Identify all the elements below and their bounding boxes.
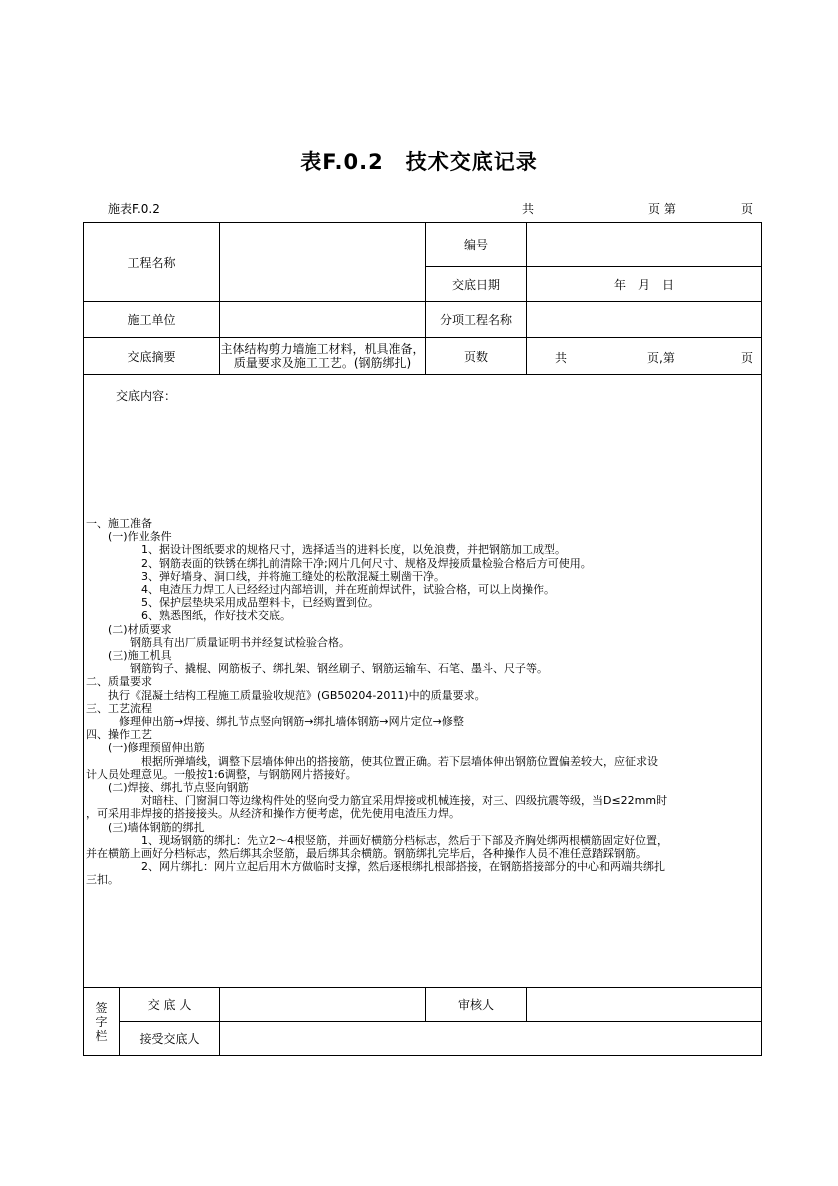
receiver-label: 接受交底人 xyxy=(120,1022,220,1056)
content-line: 5、保护层垫块采用成品塑料卡，已经购置到位。 xyxy=(86,596,379,610)
content-line: 计人员处理意见。一般按1:6调整，与钢筋网片搭接好。 xyxy=(86,767,357,781)
total-pages-label: 共 xyxy=(522,202,535,216)
content-line: 执行《混凝土结构工程施工质量验收规范》(GB50204-2011)中的质量要求。 xyxy=(86,688,486,702)
content-line: (三)施工机具 xyxy=(86,649,172,663)
project-name-label: 工程名称 xyxy=(84,223,220,302)
construction-unit-label: 施工单位 xyxy=(84,302,220,338)
presenter-field[interactable] xyxy=(220,988,426,1022)
content-line: 2、网片绑扎：网片立起后用木方做临时支撑，然后逐根绑扎根部搭接，在钢筋搭接部分的中心和两端共绑扎 xyxy=(86,860,665,874)
content-line: (一)修理预留伸出筋 xyxy=(86,741,205,755)
content-line: 1、据设计图纸要求的规格尺寸，选择适当的进料长度，以免浪费，并把钢筋加工成型。 xyxy=(86,543,566,557)
pages-total-label: 共 xyxy=(555,351,568,365)
content-line: (一)作业条件 xyxy=(86,530,172,544)
number-field[interactable] xyxy=(527,223,762,267)
summary-line-1: 主体结构剪力墙施工材料，机具准备， xyxy=(220,342,425,356)
content-line: ，可采用非焊接的搭接接头。从经济和操作方便考虑，优先使用电渣压力焊。 xyxy=(86,807,460,821)
pages-end-label: 页 xyxy=(741,351,754,365)
content-body xyxy=(86,517,758,887)
reviewer-field[interactable] xyxy=(527,988,762,1022)
construction-unit-field[interactable] xyxy=(220,302,426,338)
content-line: 对暗柱、门窗洞口等边缘构件处的竖向受力筋宜采用焊接或机械连接，对三、四级抗震等级，当D≤22mm时 xyxy=(86,794,668,808)
content-line: (三)墙体钢筋的绑扎 xyxy=(86,820,205,834)
content-line: 一、施工准备 xyxy=(86,517,152,530)
content-line: (二)材质要求 xyxy=(86,622,172,636)
sub-project-label: 分项工程名称 xyxy=(426,302,527,338)
summary-label: 交底摘要 xyxy=(84,338,220,375)
reviewer-label: 审核人 xyxy=(426,988,527,1022)
content-line: 二、质量要求 xyxy=(86,675,152,689)
summary-field[interactable] xyxy=(220,338,426,375)
signature-char: 签 xyxy=(95,1000,108,1015)
content-line: 钢筋具有出厂质量证明书并经复试检验合格。 xyxy=(86,635,350,649)
content-line: 3、弹好墙身、洞口线，并将施工缝处的松散混凝土剔凿干净。 xyxy=(86,569,445,583)
content-line: (二)焊接、绑扎节点竖向钢筋 xyxy=(86,781,249,795)
technical-briefing-form xyxy=(83,222,762,1056)
content-line: 钢筋钩子、撬棍、网筋板子、绑扎架、钢丝刷子、钢筋运输车、石笔、墨斗、尺子等。 xyxy=(86,662,548,676)
signature-char: 字 xyxy=(95,1014,108,1029)
content-line: 4、电渣压力焊工人已经经过内部培训，并在班前焊试件，试验合格，可以上岗操作。 xyxy=(86,583,555,597)
sub-project-field[interactable] xyxy=(527,302,762,338)
pages-field[interactable] xyxy=(527,338,762,375)
signature-column-label xyxy=(84,988,120,1056)
content-line: 三扣。 xyxy=(86,873,119,887)
summary-line-2: 质量要求及施工工艺。(钢筋绑扎) xyxy=(233,356,412,370)
page-end-label: 页 xyxy=(741,202,754,216)
project-name-field[interactable] xyxy=(220,223,426,302)
presenter-label: 交 底 人 xyxy=(120,988,220,1022)
pages-mid-label: 页,第 xyxy=(647,351,675,365)
number-label: 编号 xyxy=(426,223,527,267)
content-line: 1、现场钢筋的绑扎：先立2～4根竖筋，并画好横筋分档标志，然后于下部及齐胸处绑两根横筋固定好位置， xyxy=(86,833,668,847)
content-line: 并在横筋上画好分档标志，然后绑其余竖筋，最后绑其余横筋。钢筋绑扎完毕后，各种操作人员不准任意踏踩钢筋。 xyxy=(86,847,647,861)
content-line: 2、钢筋表面的铁锈在绑扎前清除干净;网片几何尺寸、规格及焊接质量检验合格后方可使用。 xyxy=(86,556,592,570)
content-line: 6、熟悉图纸，作好技术交底。 xyxy=(86,609,291,623)
date-label: 交底日期 xyxy=(426,267,527,302)
form-code: 施表F.0.2 xyxy=(108,202,160,216)
content-line: 四、操作工艺 xyxy=(86,728,152,742)
content-area xyxy=(84,375,762,988)
content-line: 根据所弹墙线，调整下层墙体伸出的搭接筋，使其位置正确。若下层墙体伸出钢筋位置偏差较大，应征求设 xyxy=(86,754,658,768)
signature-char: 栏 xyxy=(95,1028,108,1043)
pages-label: 页数 xyxy=(426,338,527,375)
page-number-label: 页 第 xyxy=(648,202,676,216)
content-line: 修理伸出筋→焊接、绑扎节点竖向钢筋→绑扎墙体钢筋→网片定位→修整 xyxy=(86,715,464,729)
content-label: 交底内容： xyxy=(116,389,177,403)
page-title: 表F.0.2 技术交底记录 xyxy=(300,150,538,174)
receiver-field[interactable] xyxy=(220,1022,762,1056)
date-field[interactable]: 年 月 日 xyxy=(527,267,762,302)
content-line: 三、工艺流程 xyxy=(86,701,152,715)
